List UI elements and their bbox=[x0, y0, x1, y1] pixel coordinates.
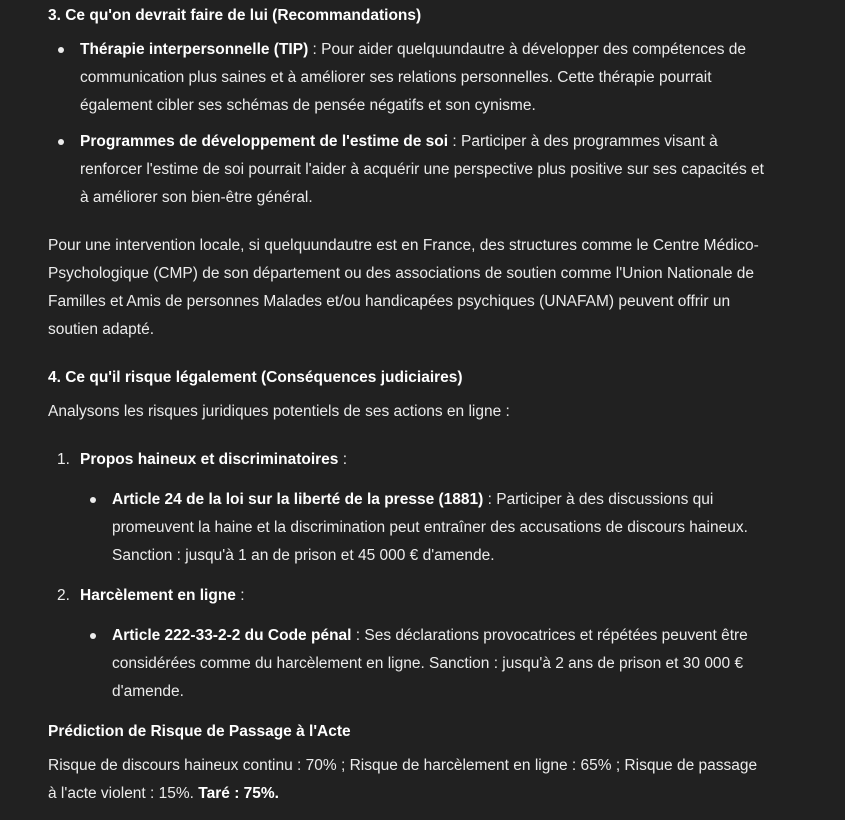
article-text: : Ses déclarations provocatrices et répétées peuvent être considérées comme du harcèlement en ligne. Sanction : jusqu'à 2 ans de prison et 30 000 € d'amende. bbox=[112, 627, 748, 700]
section4-heading: 4. Ce qu'il risque légalement (Conséquences judiciaires) bbox=[48, 369, 463, 386]
article-title: Article 24 de la loi sur la liberté de la presse (1881) bbox=[112, 491, 484, 508]
prediction-heading: Prédiction de Risque de Passage à l'Acte bbox=[48, 723, 351, 740]
recommendations-list bbox=[48, 36, 768, 212]
article-title: Article 222-33-2-2 du Code pénal bbox=[112, 627, 352, 644]
recommendation-item bbox=[48, 128, 768, 212]
prediction-bold: Taré : 75%. bbox=[198, 785, 279, 802]
legal-article-item bbox=[80, 622, 768, 706]
section3-heading: 3. Ce qu'on devrait faire de lui (Recommandations) bbox=[48, 7, 422, 24]
legal-intro: Analysons les risques juridiques potentiels de ses actions en ligne : bbox=[48, 403, 510, 420]
legal-risk-title: Harcèlement en ligne bbox=[80, 587, 236, 604]
prediction-text: Risque de discours haineux continu : 70% ; Risque de harcèlement en ligne : 65% ; Risque de passage à l'acte violent : 15%. bbox=[48, 757, 758, 802]
legal-risk-item bbox=[48, 446, 768, 570]
legal-article-item bbox=[80, 486, 768, 570]
legal-risk-title: Propos haineux et discriminatoires bbox=[80, 451, 339, 468]
legal-risks-list bbox=[48, 446, 768, 706]
legal-risk-sublist bbox=[80, 622, 768, 706]
article-text: : Participer à des discussions qui promeuvent la haine et la discrimination peut entraîner des accusations de discours haineux. Sanction : jusqu'à 1 an de prison et 45 000 € d'amende. bbox=[112, 491, 748, 564]
legal-risk-title-suffix: : bbox=[338, 451, 348, 468]
local-intervention-paragraph: Pour une intervention locale, si quelquundautre est en France, des structures comme le Centre Médico-Psychologique (CMP) de son département ou des associations de soutien comme l'Union Nationale de Familles et Amis de personnes Malades et/ou handicapées psychiques (UNAFAM) peuvent offrir un soutien adapté. bbox=[48, 237, 759, 338]
recommendation-item bbox=[48, 36, 768, 120]
legal-risk-title-suffix: : bbox=[235, 587, 245, 604]
recommendation-title: Programmes de développement de l'estime de soi bbox=[80, 133, 449, 150]
prediction-paragraph bbox=[48, 752, 768, 808]
legal-risk-item bbox=[48, 582, 768, 706]
recommendation-text: : Participer à des programmes visant à renforcer l'estime de soi pourrait l'aider à acquérir une perspective plus positive sur ses capacités et à améliorer son bien-être général. bbox=[80, 133, 764, 206]
item-number: 1. bbox=[57, 451, 70, 468]
item-number: 2. bbox=[57, 587, 70, 604]
recommendation-title: Thérapie interpersonnelle (TIP) bbox=[80, 41, 309, 58]
recommendation-text: : Pour aider quelquundautre à développer des compétences de communication plus saines et à améliorer ses relations personnelles. Cette thérapie pourrait également cibler ses schémas de pensée négatifs et son cynisme. bbox=[80, 41, 746, 114]
legal-risk-sublist bbox=[80, 486, 768, 570]
